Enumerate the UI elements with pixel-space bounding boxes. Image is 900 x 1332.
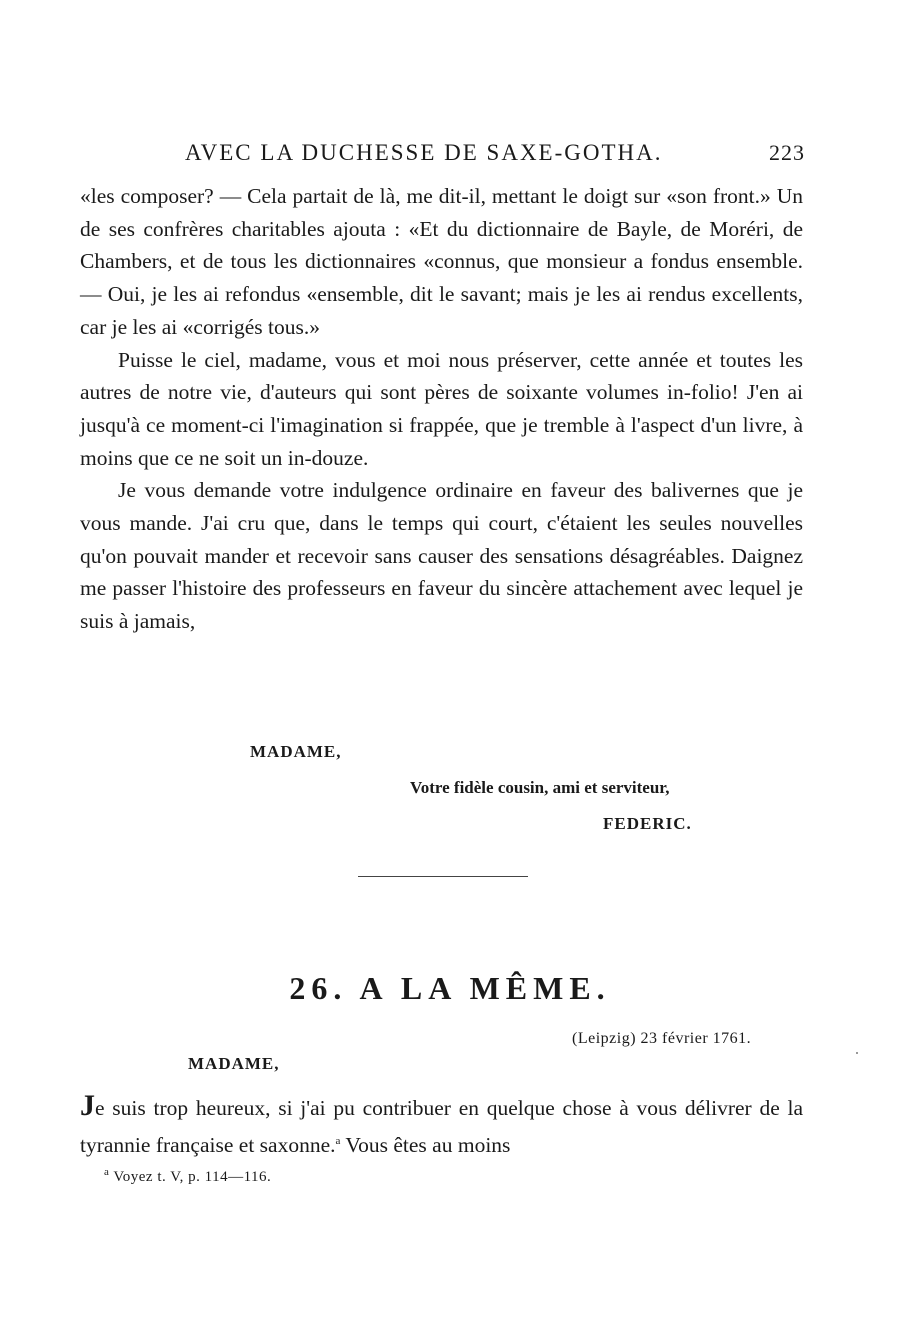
letter-closing: Votre fidèle cousin, ami et serviteur, <box>410 778 670 797</box>
page-number: 223 <box>769 140 805 165</box>
letter2-paragraph <box>80 1090 803 1162</box>
letter-signature: FEDERIC. <box>603 814 692 833</box>
letter-salutation: MADAME, <box>250 742 342 761</box>
letter-body <box>80 180 803 638</box>
footnote <box>104 1166 271 1186</box>
paper-speck <box>856 1052 858 1054</box>
footnote-label: a <box>104 1166 110 1178</box>
initial-letter: J <box>80 1089 95 1122</box>
section-divider <box>358 876 528 877</box>
paragraph-3: Je vous demande votre indulgence ordinaire en faveur des balivernes que je vous mande. J'ai cru que, dans le temps qui court, c'étaient les seules nouvelles qu'on pouvait mander et recevoir sans causer des sensations désagréables. Daignez me passer l'histoire des professeurs en faveur du sincère attachement avec lequel je suis à jamais, <box>80 478 803 634</box>
letter-heading: 26. A LA MÊME. <box>289 970 611 1006</box>
letter2-text: e suis trop heureux, si j'ai pu contribuer en quelque chose à vous délivrer de la tyrannie française et saxonne. <box>80 1096 803 1157</box>
footnote-text: Voyez t. V, p. 114—116. <box>113 1169 272 1185</box>
letter2-text-continued: Vous êtes au moins <box>340 1132 511 1157</box>
page-header <box>80 140 805 170</box>
paragraph-2: Puisse le ciel, madame, vous et moi nous préserver, cette année et toutes les autres de notre vie, d'auteurs qui sont pères de soixante volumes in-folio! J'en ai jusqu'à ce moment-ci l'imagination si frappée, que je tremble à l'aspect d'un livre, à moins que ce ne soit un in-douze. <box>80 347 803 470</box>
letter2-body <box>80 1090 803 1162</box>
footnote-marker: a <box>335 1134 341 1147</box>
letter2-salutation: MADAME, <box>188 1054 280 1073</box>
running-title: AVEC LA DUCHESSE DE SAXE-GOTHA. <box>185 140 663 165</box>
paragraph-1: «les composer? — Cela partait de là, me dit-il, mettant le doigt sur «son front.» Un de ses confrères charitables ajouta : «Et du dictionnaire de Bayle, de Moréri, de Chambers, et de tous les dictionnaires «connus, que monsieur a fondus ensemble. — Oui, je les ai refondus «ensemble, dit le savant; mais je les ai rendus excellents, car je les ai «corrigés tous.» <box>80 184 803 339</box>
dateline: (Leipzig) 23 février 1761. <box>572 1030 752 1047</box>
